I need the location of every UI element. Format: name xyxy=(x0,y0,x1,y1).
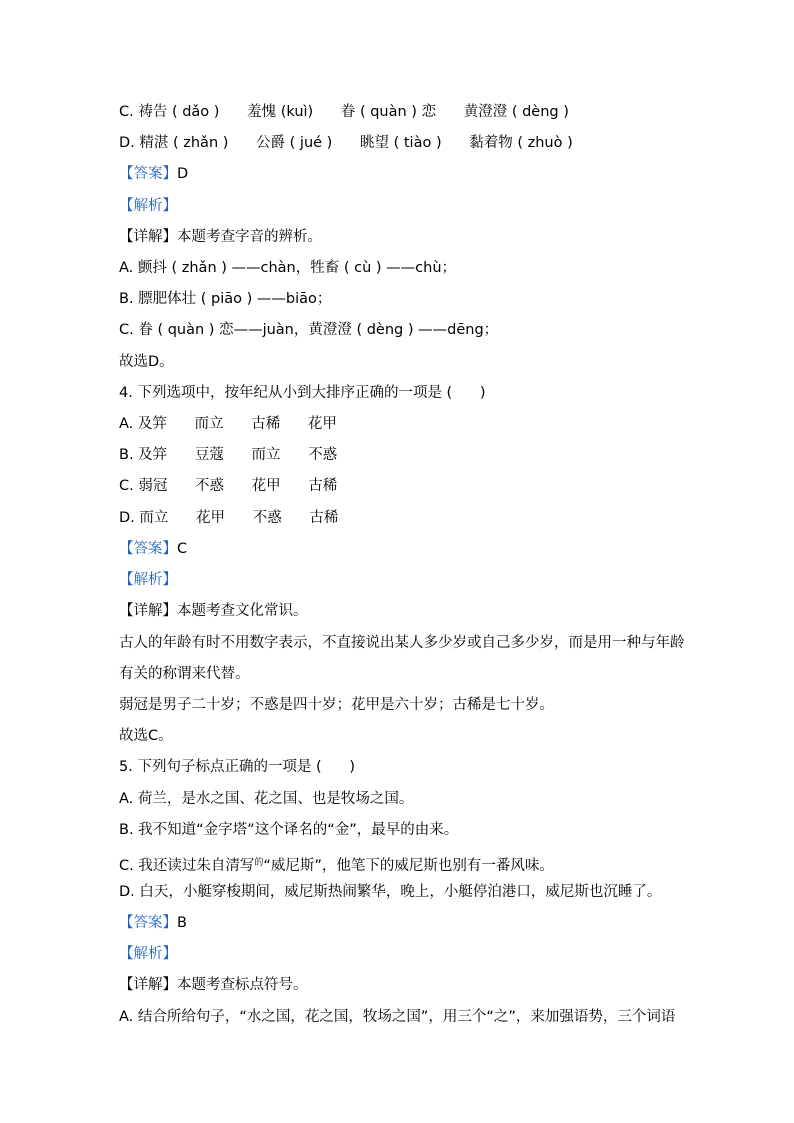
explanation-line: 有关的称谓来代替。 xyxy=(119,666,250,682)
conclusion-line: 故选D。 xyxy=(119,354,174,370)
explanation-line: C. 眷 ( quàn ) 恋——juàn，黄澄澄 ( dèng ) ——dēng； xyxy=(119,322,499,338)
analysis-line xyxy=(119,196,177,216)
analysis-line xyxy=(119,570,177,590)
detail-line: 【详解】本题考查字音的辨析。 xyxy=(119,229,322,245)
explanation-line: B. 膘肥体壮 ( piāo ) ——biāo； xyxy=(119,291,332,307)
option-c-line: C. 我还读过朱自清写$^的$“威尼斯”，他笔下的威尼斯也别有一番风味。 xyxy=(119,858,554,874)
explanation-line: 弱冠是男子二十岁；不惑是四十岁；花甲是六十岁；古稀是七十岁。 xyxy=(119,697,554,713)
option-a-line: A. 荷兰，是水之国、花之国、也是牧场之国。 xyxy=(119,791,414,807)
option-c-line: C. 祷告 ( dǎo ) 羞愧 (kuì) 眷 ( quàn ) 恋 黄澄澄 ( dèng ) xyxy=(119,104,569,120)
analysis-line xyxy=(119,944,177,964)
answer-line: 【答案】D xyxy=(119,166,189,182)
option-b-line: B. 及笄 豆蔻 而立 不惑 xyxy=(119,447,338,463)
answer-tag: 【答案】 xyxy=(119,541,177,557)
explanation-line: 古人的年龄有时不用数字表示，不直接说出某人多少岁或自己多少岁，而是用一种与年龄 xyxy=(119,635,685,651)
explanation-line: A. 结合所给句子，“水之国，花之国，牧场之国”，用三个“之”，来加强语势，三个词语 xyxy=(119,1009,676,1025)
analysis-tag: 【解析】 xyxy=(119,198,177,214)
detail-line: 【详解】本题考查标点符号。 xyxy=(119,977,308,993)
question-4-stem: 4. 下列选项中，按年纪从小到大排序正确的一项是 ( ) xyxy=(119,385,486,401)
answer-line: 【答案】B xyxy=(119,915,187,931)
option-d-line: D. 精湛 ( zhǎn ) 公爵 ( jué ) 眺望 ( tiào ) 黏着物 ( zhuò ) xyxy=(119,135,573,151)
answer-tag: 【答案】 xyxy=(119,915,177,931)
explanation-line: A. 颤抖 ( zhǎn ) ——chàn，牲畜 ( cù ) ——chù； xyxy=(119,260,457,276)
option-d-line: D. 白天，小艇穿梭期间，威尼斯热闹繁华，晚上，小艇停泊港口，威尼斯也沉睡了。 xyxy=(119,884,662,900)
detail-line: 【详解】本题考查文化常识。 xyxy=(119,603,308,619)
option-c-line: C. 弱冠 不惑 花甲 古稀 xyxy=(119,478,338,494)
answer-line: 【答案】C xyxy=(119,541,188,557)
answer-tag: 【答案】 xyxy=(119,166,177,182)
option-a-line: A. 及笄 而立 古稀 花甲 xyxy=(119,416,337,432)
option-b-line: B. 我不知道“金字塔”这个译名的“金”，最早的由来。 xyxy=(119,822,459,838)
option-d-line: D. 而立 花甲 不惑 古稀 xyxy=(119,510,339,526)
analysis-tag: 【解析】 xyxy=(119,572,177,588)
analysis-tag: 【解析】 xyxy=(119,946,177,962)
question-5-stem: 5. 下列句子标点正确的一项是 ( ) xyxy=(119,759,356,775)
conclusion-line: 故选C。 xyxy=(119,728,173,744)
